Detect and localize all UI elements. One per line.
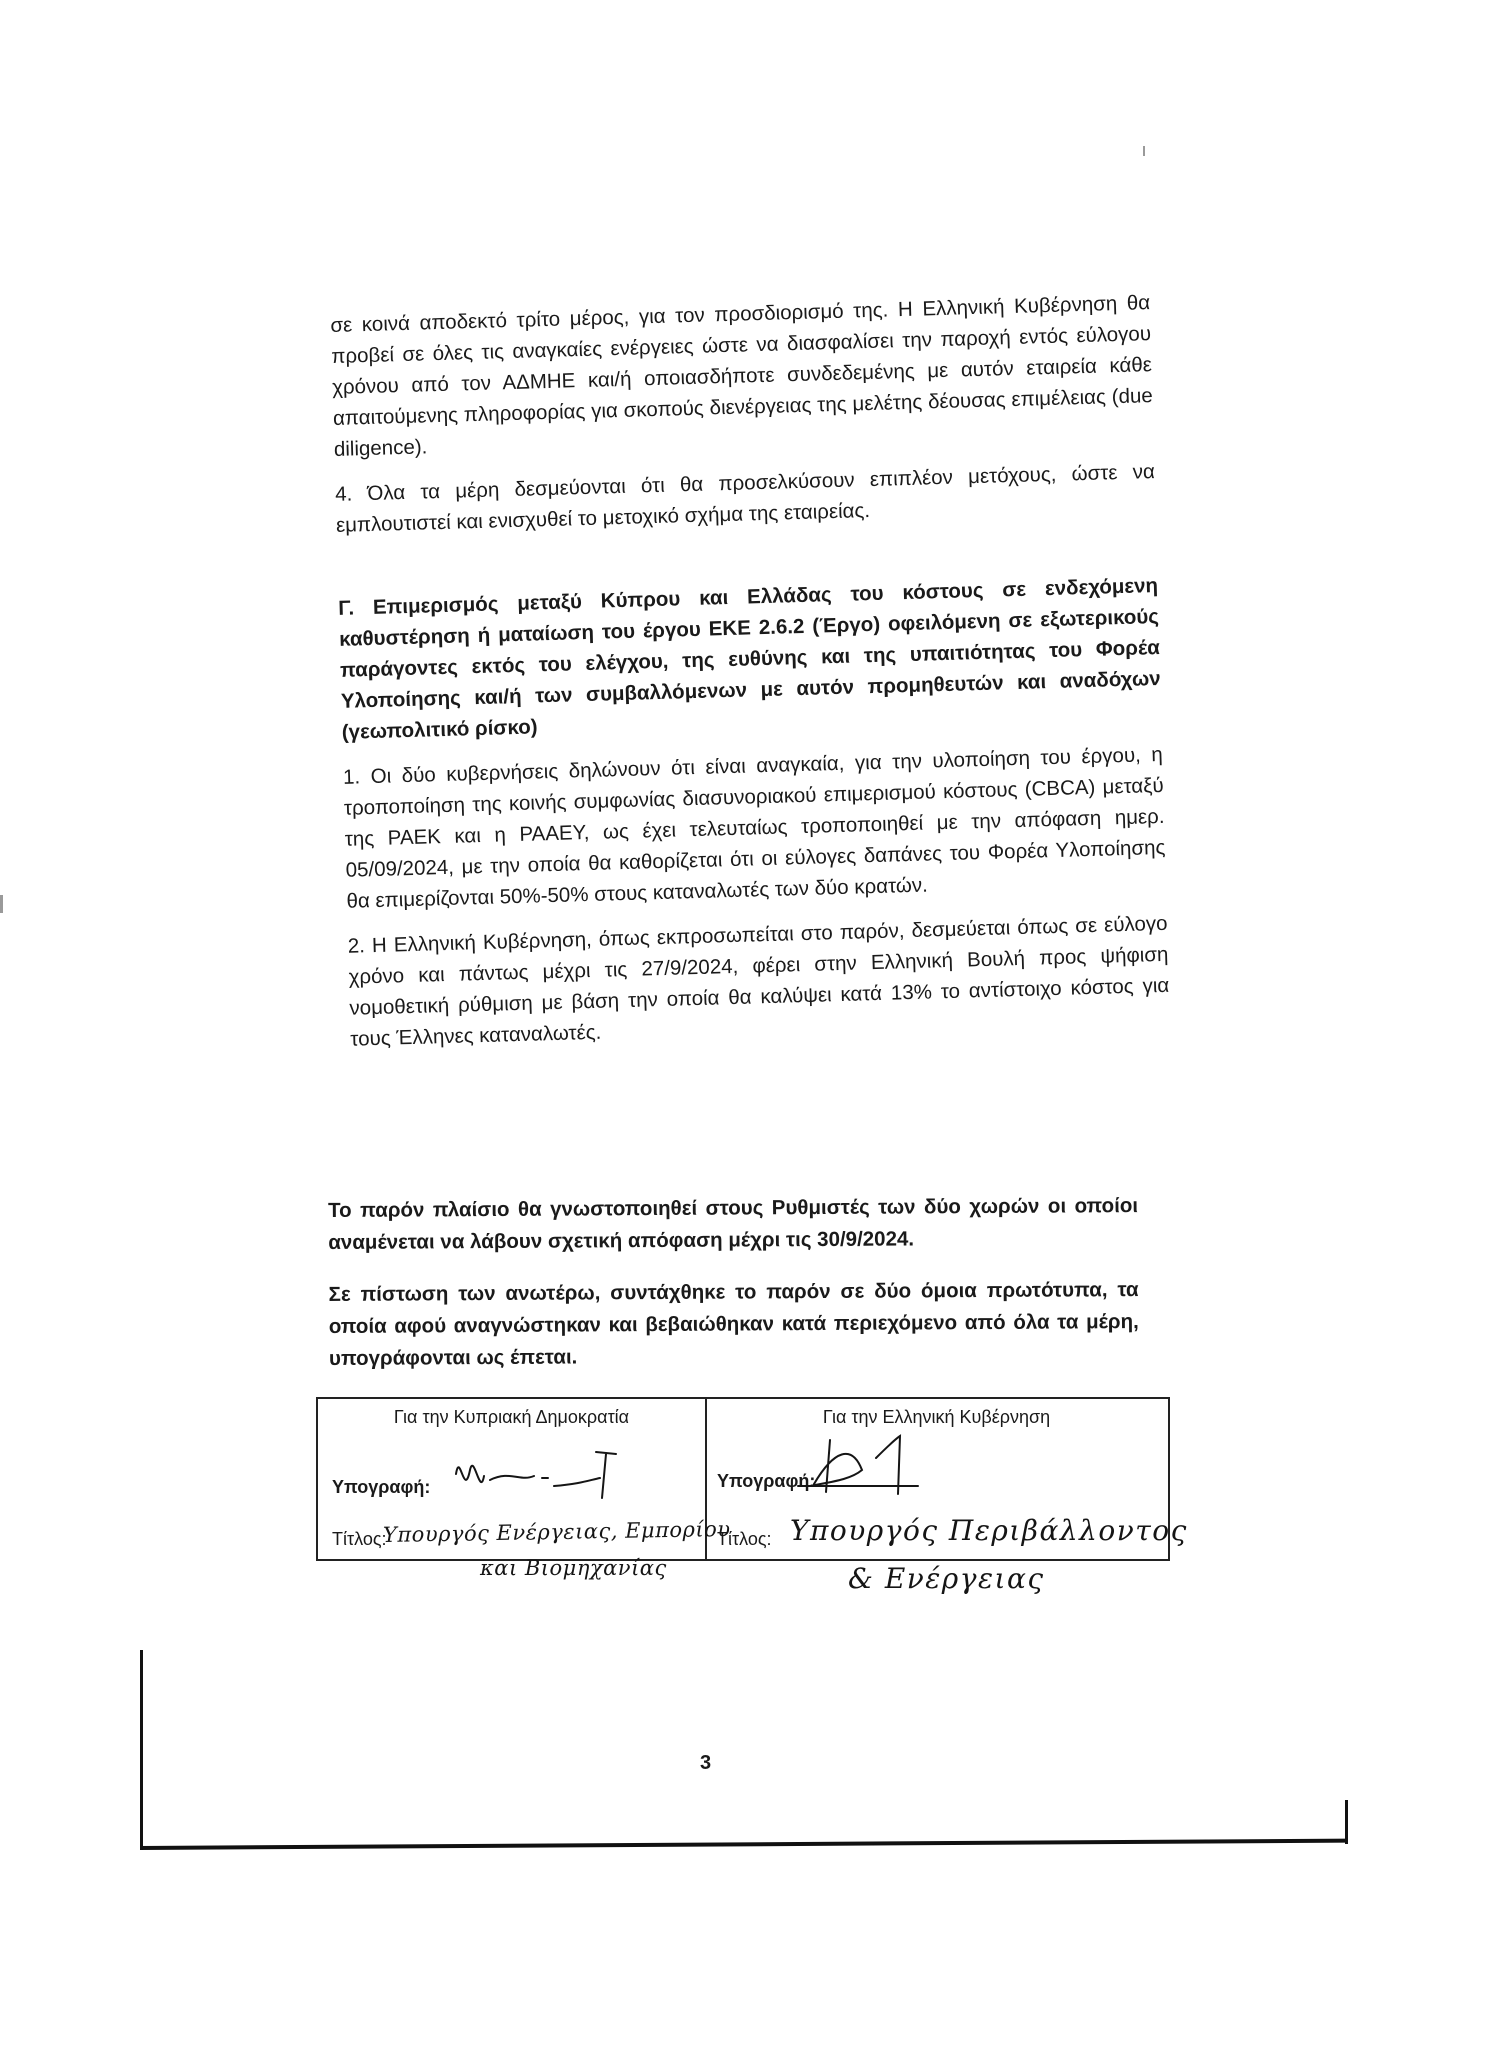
scan-edge-mark <box>0 895 3 913</box>
title-label: Τίτλος: <box>332 1529 387 1549</box>
handwritten-title-greece-line2: & Ενέργειας <box>848 1562 1045 1595</box>
body-text <box>330 287 1170 1055</box>
page-border-bottom <box>140 1839 1348 1850</box>
page-border-right <box>1345 1800 1348 1844</box>
signature-label: Υπογραφή: <box>717 1471 816 1491</box>
handwritten-signature-cyprus <box>450 1440 640 1510</box>
paragraph-clause-1: 1. Οι δύο κυβερνήσεις δηλώνουν ότι είναι αναγκαία, για την υλοποίηση του έργου, η τροποποίηση της κοινής συμφωνίας διασυνοριακού επιμερισμού κόστους (CBCA) μεταξύ της ΡΑΕΚ και η ΡΑΑΕΥ, ως έχει τελευταίως τροποποιηθεί με την απόφαση ημερ. 05/09/2024, με την οποία θα καθορίζεται ότι οι εύλογες δαπάνες του Φορέα Υλοποίησης θα επιμερίζονται 50%-50% στους καταναλωτές των δύο κρατών. <box>342 742 1166 913</box>
page-border-left <box>140 1650 143 1850</box>
section-heading-c: Γ. Επιμερισμός μεταξύ Κύπρου και Ελλάδας του κόστους σε ενδεχόμενη καθυστέρηση ή ματαίωση του έργου ΕΚΕ 2.6.2 (Έργο) οφειλόμενη σε εξωτερικούς παράγοντες εκτός του ελέγχου, της ευθύνης και της υπαιτιότητας του Φορέα Υλοποίησης και/ή των συμβαλλόμενων με αυτόν προμηθευτών και αναδόχων (γεωπολιτικό ρίσκο) <box>338 573 1161 744</box>
handwritten-title-cyprus-line1: Υπουργός Ενέργειας, Εμπορίου <box>382 1516 731 1548</box>
signature-label: Υπογραφή: <box>332 1477 431 1497</box>
handwritten-title-greece-line1: Υπουργός Περιβάλλοντος <box>790 1514 1188 1547</box>
paragraph-clause-4: 4. Όλα τα μέρη δεσμεύονται ότι θα προσελκύσουν επιπλέον μετόχους, ώστε να εμπλουτιστεί και ενισχυθεί το μετοχικό σχήμα της εταιρείας. <box>334 460 1156 537</box>
handwritten-signature-greece <box>790 1430 950 1510</box>
handwritten-title-cyprus-line2: και Βιομηχανίας <box>480 1556 667 1580</box>
title-label: Τίτλος: <box>717 1529 772 1549</box>
page-number: 3 <box>700 1752 712 1774</box>
paragraph-notification: Το παρόν πλαίσιο θα γνωστοποιηθεί στους Ρυθμιστές των δύο χωρών οι οποίοι αναμένεται να λάβουν σχετική απόφαση μέχρι τις 30/9/2024. <box>328 1194 1139 1254</box>
paragraph-clause-2: 2. Η Ελληνική Κυβέρνηση, όπως εκπροσωπείται στο παρόν, δεσμεύεται όπως σε εύλογο χρόνο και πάντως μέχρι τις 27/9/2024, φέρει στην Ελληνική Βουλή προς ψήφιση νομοθετική ρύθμιση με βάση την οποία θα καλύψει κατά 13% το αντίστοιχο κόστος για τους Έλληνες καταναλωτές. <box>347 911 1170 1051</box>
scan-mark <box>1143 146 1145 156</box>
paragraph-continued: σε κοινά αποδεκτό τρίτο μέρος, για τον προσδιορισμό της. Η Ελληνική Κυβέρνηση θα προβεί σε όλες τις αναγκαίες ενέργειες ώστε να διασφαλίσει την παροχή εντός εύλογου χρόνου από τον ΑΔΜΗΕ και/ή οποιασδήποτε συνδεδεμένης με αυτόν εταιρεία κάθε απαιτούμενης πληροφορίας για σκοπούς διενέργειας της μελέτης δέουσας επιμέλειας (due diligence). <box>330 291 1154 461</box>
signature-header-greece: Για την Ελληνική Κυβέρνηση <box>822 1407 1051 1427</box>
paragraph-attestation: Σε πίστωση των ανωτέρω, συντάχθηκε το παρόν σε δύο όμοια πρωτότυπα, τα οποία αφού αναγνώστηκαν και βεβαιώθηκαν κατά περιεχόμενο από όλα τα μέρη, υπογράφονται ως έπεται. <box>328 1278 1139 1370</box>
signature-header-cyprus: Για την Κυπριακή Δημοκρατία <box>393 1407 630 1427</box>
closing-text <box>328 1190 1139 1375</box>
